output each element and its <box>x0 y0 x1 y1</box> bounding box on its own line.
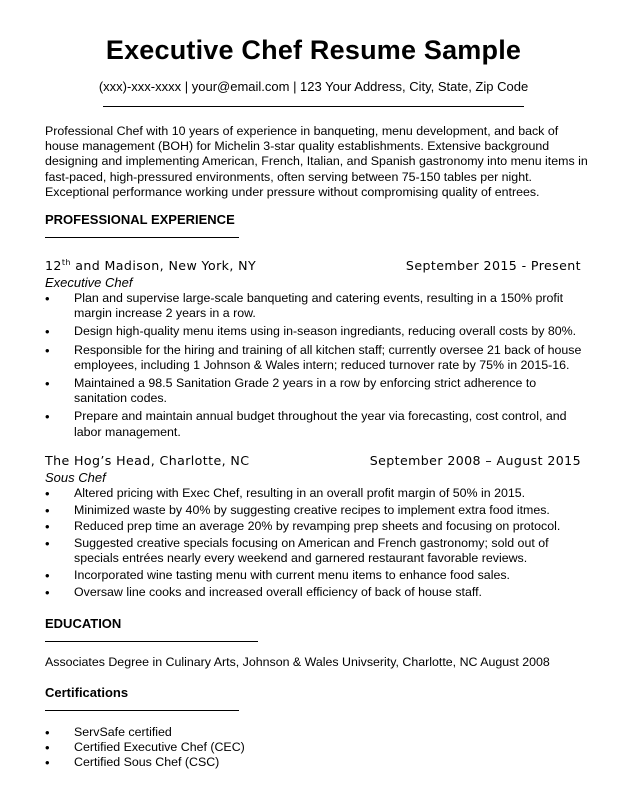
bullet-item: • Design high-quality menu items using in-season ingrediants, reducing overall costs by 80%. <box>45 324 590 339</box>
bullet-item: • Plan and supervise large-scale banqueting and catering events, resulting in a 150% profit margin increase 2 years in a row. <box>45 291 590 321</box>
certification-item: • Certified Executive Chef (CEC) <box>45 740 590 755</box>
bullet-item: • Prepare and maintain annual budget throughout the year via forecasting, cost control, and labor management. <box>45 409 590 439</box>
job-1-role: Executive Chef <box>45 275 133 290</box>
certification-item: • Certified Sous Chef (CSC) <box>45 755 590 770</box>
certifications-heading-rule <box>45 710 239 711</box>
bullet-item: • Responsible for the hiring and training of all kitchen staff; currently oversee 21 back of house employees, including 1 Johnson & Wales intern; reduced turnover rate by 75% in 2015-16. <box>45 343 590 373</box>
job-1-ordinal-number: 12 <box>45 258 62 273</box>
education-heading-rule <box>45 641 258 642</box>
experience-heading: PROFESSIONAL EXPERIENCE <box>45 212 235 227</box>
job-1-employer <box>45 258 256 274</box>
bullet-item: • Maintained a 98.5 Sanitation Grade 2 years in a row by enforcing strict adherence to sanitation codes. <box>45 376 590 406</box>
resume-title: Executive Chef Resume Sample <box>105 35 522 65</box>
certification-item: • ServSafe certified <box>45 725 590 740</box>
contact-line: (xxx)-xxx-xxxx | your@email.com | 123 Your Address, City, State, Zip Code <box>98 79 529 94</box>
job-1-ordinal-suffix: th <box>61 258 71 267</box>
certifications-heading: Certifications <box>45 685 129 700</box>
job-2-role: Sous Chef <box>45 470 106 485</box>
job-2-bullets <box>45 486 590 600</box>
bullet-item: • Reduced prep time an average 20% by revamping prep sheets and focusing on protocol. <box>45 519 590 534</box>
job-1-dates: September 2015 - Present <box>405 258 581 273</box>
header-divider <box>103 106 524 107</box>
job-2-dates: September 2008 – August 2015 <box>369 453 581 468</box>
summary-text: Professional Chef with 10 years of experience in banqueting, menu development, and back of house management (BOH) for Michelin 3-star quality establishments. Extensive background designing and implementing American, French, Italian, and Spanish gastronomy into menu items in fast-paced, high-pressured environments, often serving between 75-150 tables per night. Exceptional performance working under pressure without compromising quality of entrees. <box>45 124 588 199</box>
job-1-employer-rest: and Madison, New York, NY <box>70 258 257 273</box>
experience-heading-rule <box>45 237 239 238</box>
bullet-item: • Suggested creative specials focusing on American and French gastronomy; sold out of specials entrées nearly every weekend and garnered restaurant favorable reviews. <box>45 536 590 566</box>
bullet-item: • Minimized waste by 40% by suggesting creative recipes to implement extra food itmes. <box>45 503 590 518</box>
bullet-item: • Incorporated wine tasting menu with current menu items to enhance food sales. <box>45 568 590 583</box>
certifications-list <box>45 725 590 771</box>
job-1-bullets <box>45 291 590 440</box>
bullet-item: • Altered pricing with Exec Chef, resulting in an overall profit margin of 50% in 2015. <box>45 486 590 501</box>
education-entry: Associates Degree in Culinary Arts, Johnson & Wales Univserity, Charlotte, NC August 2008 <box>45 655 550 669</box>
education-heading: EDUCATION <box>45 616 122 631</box>
professional-summary <box>45 124 590 200</box>
bullet-item: • Oversaw line cooks and increased overall efficiency of back of house staff. <box>45 585 590 600</box>
job-2-employer: The Hog’s Head, Charlotte, NC <box>45 453 250 468</box>
